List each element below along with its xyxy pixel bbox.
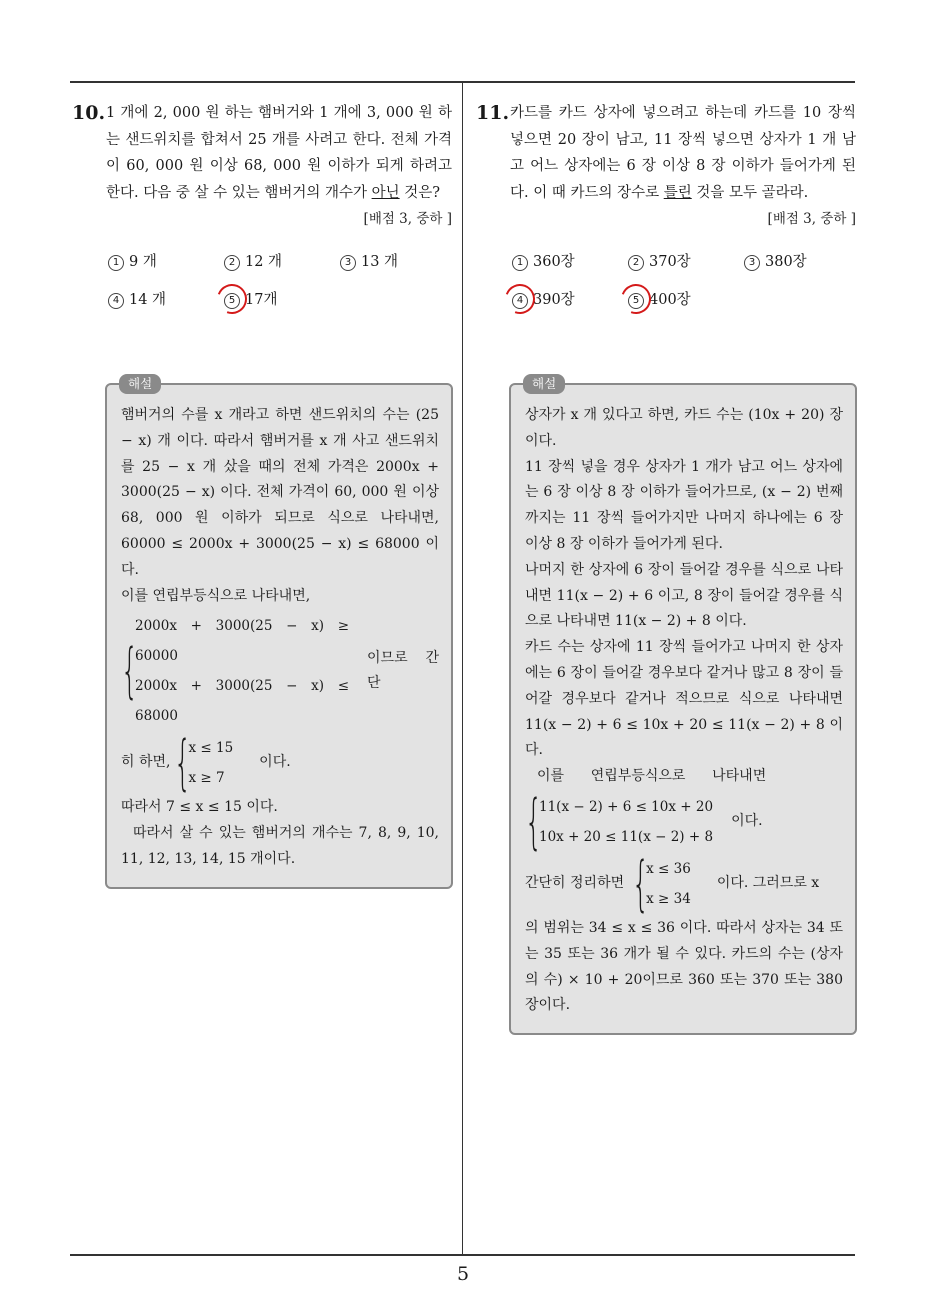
circled-number-icon: 2: [628, 255, 644, 271]
choice-label: 370장: [649, 254, 691, 270]
inequality-system: [121, 611, 439, 731]
answer-choices: [108, 250, 452, 312]
question-text-part: 것을 모두 골라라.: [691, 184, 809, 201]
solution-paragraph: 상자가 x 개 있다고 하면, 카드 수는 (10x + 20) 장이다.: [525, 407, 843, 449]
circled-number-icon: 4: [108, 293, 124, 309]
system-line: x ≥ 7: [188, 770, 225, 787]
choice-2[interactable]: [224, 250, 340, 274]
page-number: 5: [456, 1263, 470, 1285]
system-line: 2000x + 3000(25 − x) ≥ 60000: [135, 618, 350, 665]
system-suffix: 이므로 간단: [367, 649, 439, 692]
inequality-system: [121, 728, 439, 799]
solution-box-10: [105, 376, 453, 889]
circled-number-icon: 4: [512, 293, 528, 309]
choice-label: 14 개: [129, 292, 167, 308]
circled-number-icon: 1: [108, 255, 124, 271]
solution-paragraph: 이를 연립부등식으로 나타내면: [537, 768, 767, 785]
choice-label: 400장: [649, 292, 691, 308]
circled-number-icon: 2: [224, 255, 240, 271]
system-prefix: 히 하면,: [121, 754, 171, 771]
choice-label: 390장: [533, 292, 575, 308]
column-divider: [462, 82, 463, 1255]
choice-label: 12 개: [245, 254, 283, 270]
question-10: [72, 100, 452, 312]
system-suffix: 이다.: [731, 813, 763, 830]
underlined-word: 아닌: [371, 184, 400, 201]
solution-paragraph: 이를 연립부등식으로 나타내면,: [121, 587, 311, 604]
system-line: x ≤ 15: [188, 740, 234, 757]
solution-paragraph: 카드 수는 상자에 11 장씩 들어가고 나머지 한 상자에는 6 장이 들어갈 경우보다 같거나 많고 8 장이 들어갈 경우보다 같거나 적으므로 식으로 나타내면 11(x − 2) + 6 ≤ 10x + 20 ≤ 11(x − 2) + 8 이다.: [525, 639, 843, 759]
system-suffix: 이다. 그러므로 x: [716, 875, 820, 892]
choice-5[interactable]: [628, 288, 744, 312]
question-text-part: 카드를 카드 상자에 넣으려고 하는데 카드를 10 장씩 넣으면 20 장이 남고, 11 장씩 넣으면 상자가 1 개 남고 어느 상자에는 6 장 이상 8 장 이하가 들어가게 된다. 이 때 카드의 장수로: [510, 105, 856, 201]
circled-number-icon: 1: [512, 255, 528, 271]
choice-4[interactable]: [512, 288, 628, 312]
brace-icon: {: [525, 786, 543, 857]
solution-paragraph: 따라서 살 수 있는 햄버거의 개수는 7, 8, 9, 10, 11, 12, 13, 14, 15 개이다.: [121, 825, 439, 867]
solution-paragraph: 의 범위는 34 ≤ x ≤ 36 이다. 따라서 상자는 34 또는 35 또는 36 개가 될 수 있다. 카드의 수는 (상자의 수) × 10 + 20이므로 360 또는 370 또는 380 장이다.: [525, 919, 843, 1014]
choice-5[interactable]: [224, 288, 340, 312]
choice-1[interactable]: [108, 250, 224, 274]
choice-4[interactable]: [108, 288, 224, 312]
solution-tag: 해설: [119, 374, 161, 394]
circled-number-icon: 3: [744, 255, 760, 271]
system-line: x ≥ 34: [646, 890, 691, 907]
system-suffix: 이다.: [259, 754, 291, 771]
underlined-word: 틀린: [663, 184, 692, 201]
system-lines: [135, 611, 349, 731]
choice-label: 13 개: [361, 254, 399, 270]
system-line: x ≤ 36: [646, 860, 691, 877]
choice-label: 17개: [245, 292, 278, 308]
answer-circle-icon: [212, 279, 252, 319]
choice-3[interactable]: [744, 250, 860, 274]
answer-circle-icon: [616, 279, 656, 319]
choice-2[interactable]: [628, 250, 744, 274]
solution-paragraph: 11 장씩 넣을 경우 상자가 1 개가 남고 어느 상자에는 6 장 이상 8 장 이하가 들어가므로, (x − 2) 번째까지는 11 장씩 들어가지만 나머지 하나에는 6 장 이상 8 장 이하가 들어가게 된다.: [525, 458, 843, 552]
score-meta: [배점 3, 중하 ]: [767, 211, 856, 227]
choice-3[interactable]: [340, 250, 456, 274]
question-11-head: [476, 100, 856, 206]
question-text: [510, 100, 856, 206]
question-text-part: 것은?: [399, 184, 441, 201]
answer-circle-icon: [500, 279, 540, 319]
question-number: 10.: [72, 102, 106, 124]
brace-icon: {: [632, 848, 650, 919]
system-lines: [188, 733, 233, 793]
circled-number-icon: 5: [628, 293, 644, 309]
question-10-head: [72, 100, 452, 206]
question-11: [476, 100, 856, 312]
bottom-rule: [70, 1254, 855, 1256]
solution-tag: 해설: [523, 374, 565, 394]
solution-paragraph: 따라서 7 ≤ x ≤ 15 이다.: [121, 799, 278, 816]
system-lines: [539, 792, 713, 852]
question-text-part: 1 개에 2, 000 원 하는 햄버거와 1 개에 3, 000 원 하는 샌드위치를 합쳐서 25 개를 사려고 한다. 전체 가격이 60, 000 원 이상 68, 000 원 이하가 되게 하려고 한다. 다음 중 살 수 있는 햄버거의 개수가: [106, 105, 452, 201]
system-lines: [646, 854, 691, 914]
circled-number-icon: 3: [340, 255, 356, 271]
system-line: 11(x − 2) + 6 ≤ 10x + 20: [539, 798, 714, 815]
inequality-system: [525, 786, 843, 857]
system-prefix: 간단히 정리하면: [525, 875, 625, 892]
brace-icon: {: [174, 728, 192, 799]
score-meta: [배점 3, 중하 ]: [363, 211, 452, 227]
choice-label: 380장: [765, 254, 807, 270]
solution-box-11: [509, 376, 857, 1035]
solution-paragraph: 나머지 한 상자에 6 장이 들어갈 경우를 식으로 나타내면 11(x − 2) + 6 이고, 8 장이 들어갈 경우를 식으로 나타내면 11(x − 2) + 8 이다.: [525, 561, 843, 630]
choice-1[interactable]: [512, 250, 628, 274]
brace-icon: {: [121, 636, 139, 707]
question-text: [106, 100, 452, 206]
circled-number-icon: 5: [224, 293, 240, 309]
system-line: 10x + 20 ≤ 11(x − 2) + 8: [539, 828, 714, 845]
system-line: 2000x + 3000(25 − x) ≤ 68000: [135, 678, 350, 725]
choice-label: 9 개: [129, 254, 157, 270]
answer-choices: [512, 250, 856, 312]
question-number: 11.: [476, 102, 510, 124]
inequality-system: [525, 848, 843, 919]
choice-label: 360장: [533, 254, 575, 270]
solution-paragraph: 햄버거의 수를 x 개라고 하면 샌드위치의 수는 (25 − x) 개 이다. 따라서 햄버거를 x 개 사고 샌드위치를 25 − x 개 샀을 때의 전체 가격은 2000x + 3000(25 − x) 이다. 전체 가격이 60, 000 원 이상 68, 000 원 이하가 되므로 식으로 나타내면, 60000 ≤ 2000x + 3000(25 − x) ≤ 68000 이다.: [121, 407, 439, 578]
